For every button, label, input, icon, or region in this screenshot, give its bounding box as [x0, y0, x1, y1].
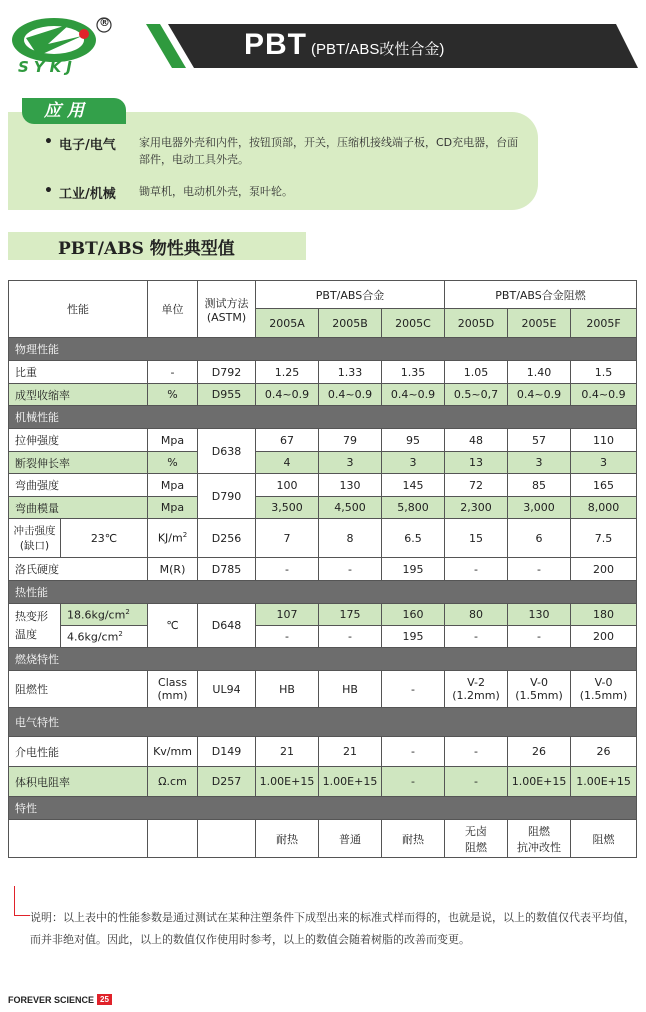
grade-header: 2005E	[508, 309, 571, 338]
application-heading: 应用	[22, 98, 126, 124]
table-row: 弯曲模量 Mpa 3,500 4,500 5,800 2,300 3,000 8,000	[9, 497, 637, 519]
title-banner	[146, 24, 638, 68]
header-method: 测试方法 (ASTM)	[198, 281, 256, 338]
section-physical: 物理性能	[9, 338, 637, 361]
table-row: 阻燃性 Class (mm) UL94 HB HB - V-2 (1.2mm) V-0 (1.5mm) V-0 (1.5mm)	[9, 671, 637, 708]
section-electrical: 电气特性	[9, 708, 637, 737]
table-row: 拉伸强度 Mpa D638 67 79 95 48 57 110	[9, 429, 637, 452]
header-group-fr: PBT/ABS合金阻燃	[445, 281, 637, 309]
application-item	[44, 134, 519, 168]
application-category: 工业/机械	[58, 187, 116, 202]
note-connector-line	[14, 886, 30, 916]
table-row: $4.6kg/cm^2$ - - 195 - - 200	[9, 626, 637, 648]
table-title-bar	[8, 232, 306, 260]
page-subtitle: (PBT/ABS改性合金)	[311, 41, 445, 58]
table-row: 体积电阻率 Ω.cm D257 1.00E+15 1.00E+15 - - 1.00E+15 1.00E+15	[9, 767, 637, 797]
table-row: 耐热 普通 耐热 无卤 阻燃 阻燃 抗冲改性 阻燃	[9, 820, 637, 858]
table-row: 热变形 温度 $18.6kg/cm^2$ ℃ D648 107 175 160 80 130 180	[9, 604, 637, 626]
header-unit: 单位	[148, 281, 198, 338]
table-row: 比重 - D792 1.25 1.33 1.35 1.05 1.40 1.5	[9, 361, 637, 384]
footnote: 说明：以上表中的性能参数是通过测试在某种注塑条件下成型出来的标准式样而得的，也就是说，以上的数值仅代表平均值，而并非绝对值。因此，以上的数值仅作使用时参考，以上的数值会随着树脂的改善而变更。	[30, 911, 635, 946]
grade-header: 2005C	[382, 309, 445, 338]
logo-text: SYKJ	[18, 58, 77, 76]
application-category: 电子/电气	[58, 138, 116, 153]
bullet-icon: •	[44, 183, 53, 199]
company-logo	[8, 14, 120, 76]
section-mechanical: 机械性能	[9, 406, 637, 429]
grade-header: 2005A	[256, 309, 319, 338]
header-property: 性能	[9, 281, 148, 338]
page-title: PBT	[244, 28, 307, 61]
bullet-icon: •	[44, 134, 53, 150]
table-row: 成型收缩率 % D955 0.4~0.9 0.4~0.9 0.4~0.9 0.5~0,7 0.4~0.9 0.4~0.9	[9, 384, 637, 406]
application-desc: 锄草机，电动机外壳，泵叶轮。	[138, 185, 293, 198]
application-desc: 家用电器外壳和内件，按钮顶部，开关，压缩机接线端子板，CD充电器，台面部件，电动工具外壳。	[138, 136, 519, 166]
table-row: 洛氏硬度 M(R) D785 - - 195 - - 200	[9, 558, 637, 581]
page-number: 25	[97, 994, 112, 1005]
logo-registered-mark: ®	[99, 16, 110, 29]
table-row: 断裂伸长率 % 4 3 3 13 3 3	[9, 452, 637, 474]
section-flame: 燃烧特性	[9, 648, 637, 671]
table-row: 弯曲强度 Mpa D790 100 130 145 72 85 165	[9, 474, 637, 497]
section-thermal: 热性能	[9, 581, 637, 604]
footer-text: FOREVER SCIENCE	[8, 994, 95, 1005]
header-group-alloy: PBT/ABS合金	[256, 281, 445, 309]
table-title: PBT/ABS 物性典型值	[58, 239, 235, 259]
grade-header: 2005F	[571, 309, 637, 338]
page-footer	[8, 994, 112, 1005]
application-item	[44, 183, 519, 202]
table-row: 冲击强度 (缺口) 23℃ $KJ/m^2$ D256 7 8 6.5 15 6 7.5	[9, 519, 637, 558]
grade-header: 2005D	[445, 309, 508, 338]
properties-table	[8, 280, 637, 858]
table-row: 介电性能 Kv/mm D149 21 21 - - 26 26	[9, 737, 637, 767]
section-features: 特性	[9, 797, 637, 820]
grade-header: 2005B	[319, 309, 382, 338]
